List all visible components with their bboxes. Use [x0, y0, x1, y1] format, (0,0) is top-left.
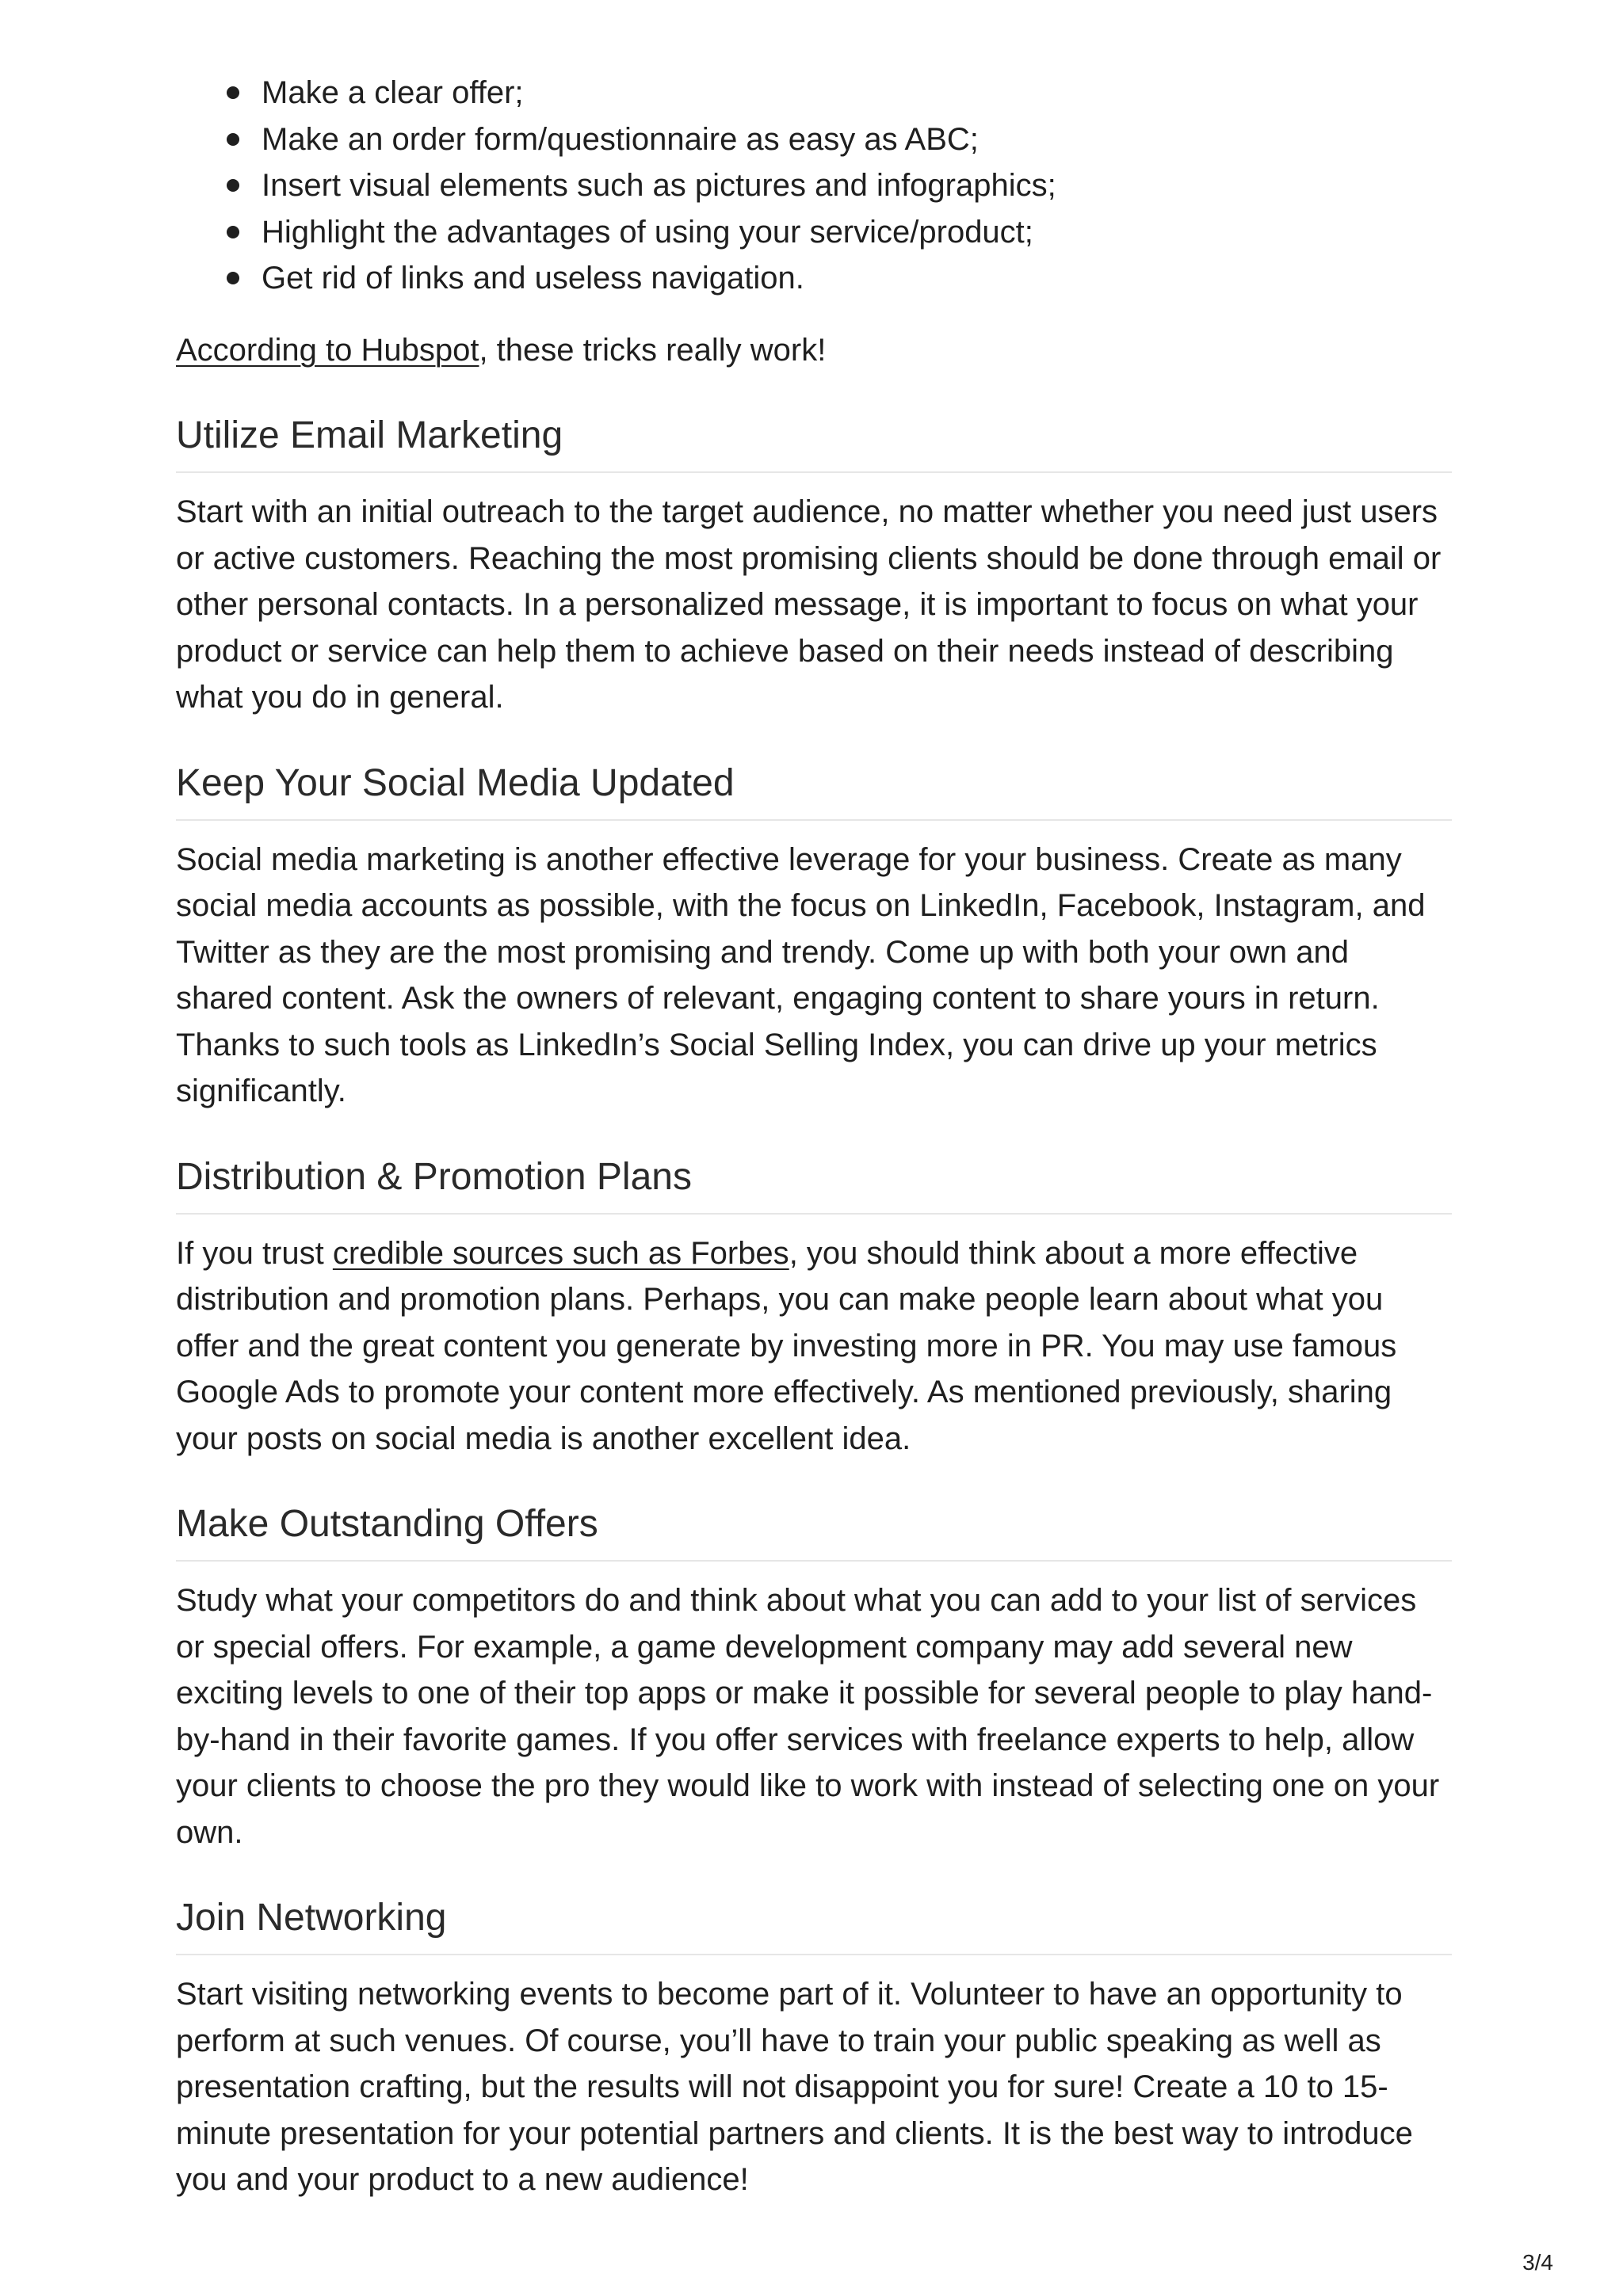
- section-heading: Keep Your Social Media Updated: [176, 759, 1452, 821]
- section-distribution-promotion: [176, 1153, 1452, 1463]
- section-join-networking: [176, 1894, 1452, 2203]
- list-item-text: Make an order form/questionnaire as easy as ABC;: [262, 121, 979, 157]
- list-item-text: Get rid of links and useless navigation.: [262, 261, 804, 296]
- section-body: [176, 1230, 1452, 1463]
- list-item: [176, 255, 1452, 302]
- hubspot-link[interactable]: According to Hubspot: [176, 332, 479, 368]
- section-outstanding-offers: [176, 1500, 1452, 1855]
- section-heading: Make Outstanding Offers: [176, 1500, 1452, 1562]
- section-heading: Utilize Email Marketing: [176, 411, 1452, 473]
- list-item: [176, 116, 1452, 163]
- list-item: [176, 209, 1452, 256]
- list-item-text: Insert visual elements such as pictures and infographics;: [262, 168, 1056, 203]
- section-social-media: [176, 759, 1452, 1115]
- bullet-dot-icon: [227, 226, 239, 238]
- document-content: [176, 70, 1452, 2203]
- hubspot-paragraph-text: , these tricks really work!: [479, 332, 827, 368]
- page-number: 3/4: [1522, 2250, 1553, 2275]
- section-body: Study what your competitors do and think about what you can add to your list of services or special offers. For example, a game development company may add several new exciting levels to one of their top apps or make it possible for several people to play hand-by-hand in their favorite games. If you offer services with freelance experts to help, allow your clients to choose the pro they would like to work with instead of selecting one on your own.: [176, 1583, 1440, 1850]
- list-item-text: Highlight the advantages of using your service/product;: [262, 214, 1033, 250]
- section-heading: Join Networking: [176, 1894, 1452, 1955]
- section-body: Start visiting networking events to become part of it. Volunteer to have an opportunity to perform at such venues. Of course, you’ll have to train your public speaking as well as presentation crafting, but the results will not disappoint you for sure! Create a 10 to 15-minute presentation for your potential partners and clients. It is the best way to introduce you and your product to a new audience!: [176, 1977, 1413, 2197]
- section-body: Social media marketing is another effective leverage for your business. Create as many social media accounts as possible, with the focus on LinkedIn, Facebook, Instagram, and Twitter as they are the most promising and trendy. Come up with both your own and shared content. Ask the owners of relevant, engaging content to share yours in return. Thanks to such tools as LinkedIn’s Social Selling Index, you can drive up your metrics significantly.: [176, 841, 1426, 1108]
- forbes-link[interactable]: credible sources such as Forbes: [332, 1235, 789, 1271]
- section-email-marketing: [176, 411, 1452, 721]
- bullet-dot-icon: [227, 86, 239, 99]
- list-item: [176, 70, 1452, 116]
- section-body-text: , you should think about a more effective distribution and promotion plans. Perhaps, you can make people learn about what you offer and the great content you generate by investing more in PR. You may use famous Google Ads to promote your content more effectively. As mentioned previously, sharing your posts on social media is another excellent idea.: [176, 1235, 1397, 1456]
- list-item-text: Make a clear offer;: [262, 75, 524, 110]
- section-heading: Distribution & Promotion Plans: [176, 1153, 1452, 1215]
- bullet-dot-icon: [227, 133, 239, 146]
- bullet-dot-icon: [227, 179, 239, 192]
- section-body: Start with an initial outreach to the target audience, no matter whether you need just users or active customers. Reaching the most promising clients should be done through email or other personal contacts. In a personalized message, it is important to focus on what your product or service can help them to achieve based on their needs instead of describing what you do in general.: [176, 494, 1442, 715]
- bullet-dot-icon: [227, 272, 239, 284]
- section-body-text: If you trust: [176, 1235, 333, 1271]
- tips-list: [176, 70, 1452, 302]
- hubspot-paragraph: [176, 327, 1452, 374]
- list-item: [176, 162, 1452, 209]
